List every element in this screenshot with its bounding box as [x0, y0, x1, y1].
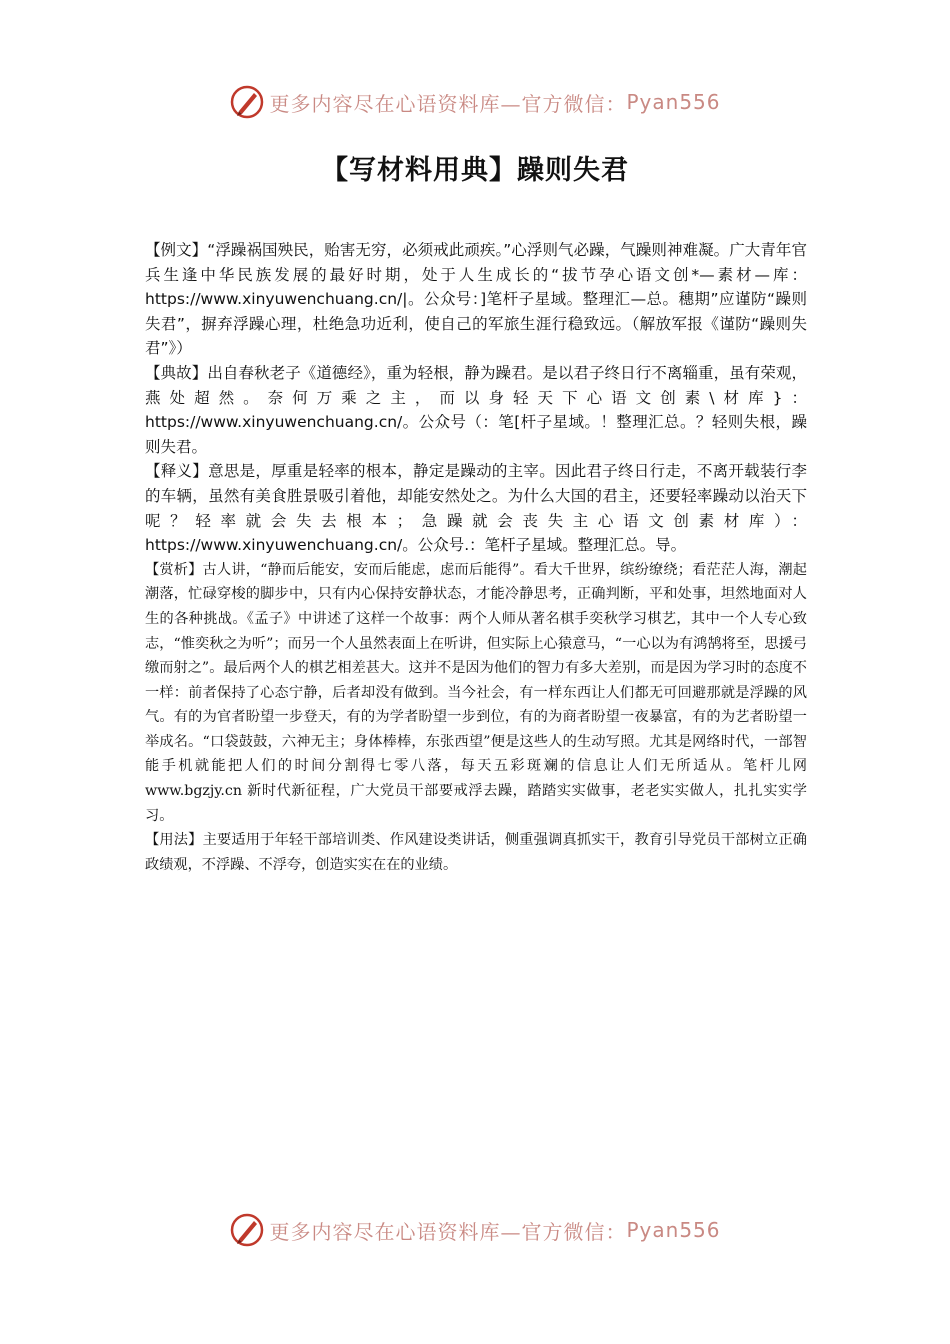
paragraph-text: 意思是，厚重是轻率的根本，静定是躁动的主宰。因此君子终日行走，不离开载装行李的车辆，虽然有美食胜景吸引着他，却能安然处之。为什么大国的君主，还要轻率躁动以治天下呢？轻率就会失去根本；急躁就会丧失主心语文创素材库）：https://www.xinyuwenchuang.cn/。公众号.：笔杆子星域。整理汇总。导。	[145, 462, 807, 555]
watermark-text: 更多内容尽在心语资料库—官方微信：	[269, 1219, 627, 1244]
paragraph-example	[145, 238, 807, 361]
paragraph-heading: 【例文】	[145, 241, 208, 259]
paragraph-heading: 【赏析】	[145, 561, 203, 578]
pen-logo-icon	[229, 1212, 265, 1248]
pen-logo-icon	[229, 84, 265, 120]
document-body	[145, 238, 807, 877]
watermark-wechat: Pyan556	[626, 90, 721, 114]
page-title: 【写材料用典】躁则失君	[321, 155, 629, 186]
paragraph-usage	[145, 828, 807, 877]
paragraph-text: 主要适用于年轻干部培训类、作风建设类讲话，侧重强调真抓实干，教育引导党员干部树立正确政绩观，不浮躁、不浮夸，创造实实在在的业绩。	[145, 832, 807, 873]
paragraph-origin	[145, 361, 807, 459]
paragraph-heading: 【典故】	[145, 363, 208, 382]
paragraph-heading: 【释义】	[145, 462, 209, 481]
watermark-text: 更多内容尽在心语资料库—官方微信：	[269, 91, 627, 116]
paragraph-text: 古人讲，“静而后能安，安而后能虑，虑而后能得”。看大千世界，缤纷缭绕；看茫茫人海，潮起潮落，忙碌穿梭的脚步中，只有内心保持安静状态，才能冷静思考，正确判断，平和处事，坦然地面对人生的各种挑战。《孟子》中讲述了这样一个故事：两个人师从著名棋手奕秋学习棋艺，其中一个人专心致志，“惟奕秋之为听”；而另一个人虽然表面上在听讲，但实际上心猿意马，“一心以为有鸿鹄将至，思援弓缴而射之”。最后两个人的棋艺相差甚大。这并不是因为他们的智力有多大差别，而是因为学习时的态度不一样：前者保持了心态宁静，后者却没有做到。当今社会，有一样东西让人们都无可回避那就是浮躁的风气。有的为官者盼望一步登天，有的为学者盼望一步到位，有的为商者盼望一夜暴富，有的为艺者盼望一举成名。“口袋鼓鼓，六神无主；身体棒棒，东张西望”便是这些人的生动写照。尤其是网络时代，一部智能手机就能把人们的时间分割得七零八落，每天五彩斑斓的信息让人们无所适从。笔杆儿网 www.bgzjy.cn 新时代新征程，广大党员干部要戒浮去躁，踏踏实实做事，老老实实做人，扎扎实实学习。	[145, 561, 807, 824]
paragraph-appreciation	[145, 558, 807, 829]
watermark-wechat: Pyan556	[626, 1218, 721, 1242]
paragraph-meaning	[145, 459, 807, 557]
paragraph-text: “浮躁祸国殃民，贻害无穷，必须戒此顽疾。”心浮则气必躁，气躁则神难凝。广大青年官兵生逢中华民族发展的最好时期，处于人生成长的“拔节孕心语文创*—素材—库：https://www.xinyuwenchuang.cn/|。公众号：]笔杆子星域。整理汇—总。穗期”应谨防“躁则失君”，摒弃浮躁心理，杜绝急功近利，使自己的军旅生涯行稳致远。（解放军报《谨防“躁则失君”》）	[145, 241, 807, 358]
paragraph-text: 出自春秋老子《道德经》，重为轻根，静为躁君。是以君子终日行不离辎重，虽有荣观，燕处超然。奈何万乘之主，而以身轻天下心语文创素\材库}：https://www.xinyuwenchuang.cn/。公众号（：笔[杆子星域。！整理汇总。？轻则失根，躁则失君。	[145, 363, 807, 456]
header-watermark	[0, 80, 950, 124]
footer-watermark	[0, 1208, 950, 1252]
paragraph-heading: 【用法】	[145, 832, 203, 849]
